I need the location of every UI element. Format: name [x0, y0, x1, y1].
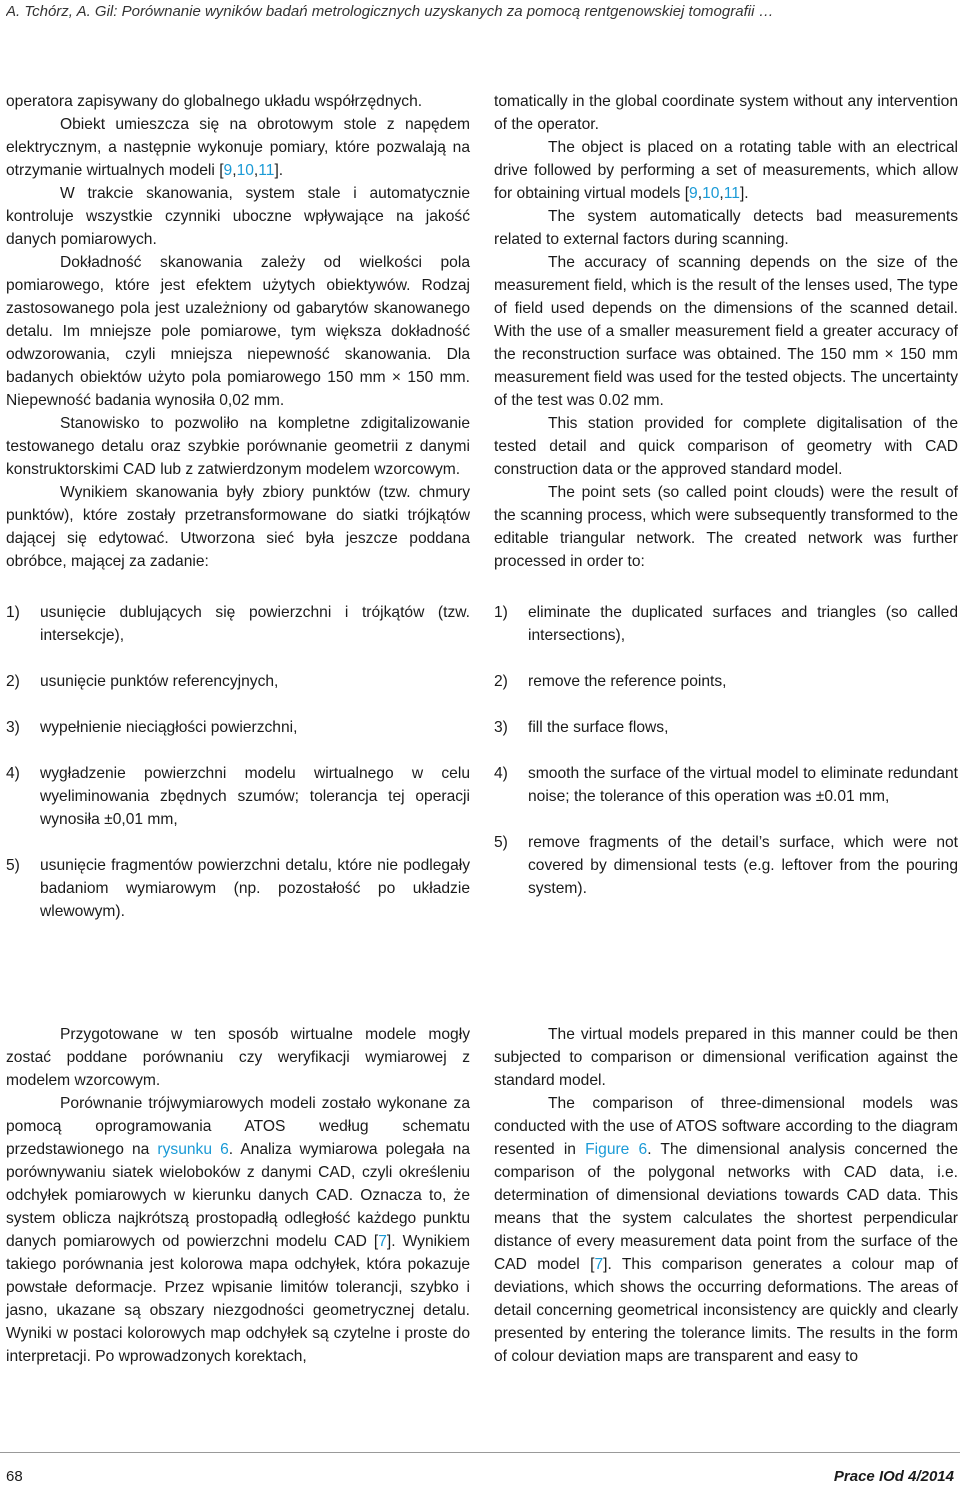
right-column-top: [494, 90, 958, 923]
paragraph: The accuracy of scanning depends on the size of the measurement field, which is the result of the lenses used, The type of field used depends on the dimensions of the scanned detail. With the use of a smaller measurement field a greater accuracy of the reconstruction surface was obtained. The 150 mm × 150 mm measurement field was used for the tested objects. The uncertainty of the test was 0.02 mm.: [494, 254, 958, 409]
paragraph: Wynikiem skanowania były zbiory punktów (tzw. chmury punktów), które zostały przetransformowane do siatki trójkątów dającej się edytować. Utworzona sieć była jeszcze poddana obróbce, mającej za zadanie:: [6, 484, 470, 570]
processing-steps-list: [494, 601, 958, 900]
page-number: 68: [6, 1468, 23, 1485]
list-item: 1) eliminate the duplicated surfaces and triangles (so called intersections),: [494, 604, 958, 644]
list-item: 1) usunięcie dublujących się powierzchni i trójkątów (tzw. intersekcje),: [6, 604, 470, 644]
reference-link[interactable]: 10: [702, 185, 720, 202]
list-item: 3) wypełnienie nieciągłości powierzchni,: [6, 719, 298, 736]
paragraph: This station provided for complete digitalisation of the tested detail and quick comparison of geometry with CAD construction data or the approved standard model.: [494, 415, 958, 478]
paragraph: W trakcie skanowania, system stale i automatycznie kontroluje wszystkie czynniki uboczne wpływające na jakość danych pomiarowych.: [6, 185, 470, 248]
left-column-top: [6, 90, 470, 946]
journal-name: Prace IOd 4/2014: [833, 1468, 954, 1485]
paragraph: The point sets (so called point clouds) were the result of the scanning process, which were subsequently transformed to the editable triangular network. The created network was further processed in order to:: [494, 484, 958, 570]
footer-divider: [0, 1452, 960, 1453]
paragraph: Przygotowane w ten sposób wirtualne modele mogły zostać poddane porównaniu czy weryfikacji wymiarowej z modelem wzorcowym.: [6, 1026, 470, 1089]
paragraph: The comparison of three-dimensional models was conducted with the use of ATOS software according to the diagram resented in Figure 6. The dimensional analysis concerned the comparison of the polygonal networks with CAD data, i.e. determination of dimensional deviations towards CAD data. This means that the system calculates the shortest perpendicular distance of every measurement data point from the surface of the CAD model [7]. This comparison generates a colour map of deviations, which shows the occurring deformations. The areas of detail concerning geometrical inconsistency are quickly and clearly presented by entering the tolerance limits. The results in the form of colour deviation maps are transparent and easy to: [494, 1095, 958, 1365]
right-column-bottom: [494, 1023, 958, 1368]
paragraph: operatora zapisywany do globalnego układu współrzędnych.: [6, 93, 423, 110]
reference-link[interactable]: 9: [223, 162, 233, 179]
paragraph: The system automatically detects bad measurements related to external factors during scanning.: [494, 208, 958, 248]
list-item: 4) wygładzenie powierzchni modelu wirtualnego w celu wyeliminowania zbędnych szumów; tolerancja tej operacji wynosiła ±0,01 mm,: [6, 765, 470, 828]
paragraph: Stanowisko to pozwoliło na kompletne zdigitalizowanie testowanego detalu oraz szybkie porównanie geometrii z danymi konstruktorskimi CAD lub z zatwierdzonym modelem wzorcowym.: [6, 415, 470, 478]
figure-link[interactable]: rysunku 6: [157, 1141, 229, 1158]
paragraph: Porównanie trójwymiarowych modeli zostało wykonane za pomocą oprogramowania ATOS według schematu przedstawionego na rysunku 6. Analiza wymiarowa polegała na porównywaniu siatek wieloboków z danymi CAD, czyli określeniu odchyłek pomiarowych w kierunku danych CAD. Oznacza to, że system oblicza najkrótszą prostopadłą odległość każdego punktu danych pomiarowych od powierzchni modelu CAD [7]. Wynikiem takiego porównania jest kolorowa mapa odchyłek, która pokazuje powstałe deformacje. Przez wpisanie limitów tolerancji, szybko i jasno, ukazane są obszary niezgodności geometrycznej detalu. Wyniki w postaci kolorowych map odchyłek są czytelne i proste do interpretacji. Po wprowadzonych korektach,: [6, 1095, 471, 1365]
processing-steps-list: [6, 601, 470, 923]
list-item: 4) smooth the surface of the virtual model to eliminate redundant noise; the tolerance of this operation was ±0.01 mm,: [494, 765, 958, 805]
list-item: 2) remove the reference points,: [494, 673, 727, 690]
reference-link[interactable]: 7: [378, 1233, 387, 1250]
reference-link[interactable]: 10: [236, 162, 254, 179]
paragraph: tomatically in the global coordinate system without any intervention of the operator.: [494, 93, 958, 133]
reference-link[interactable]: 11: [723, 185, 740, 202]
paragraph: Dokładność skanowania zależy od wielkości pola pomiarowego, które jest efektem użytych obiektywów. Rodzaj zastosowanego pola jest uzależniony od gabarytów skanowanego detalu. Im mniejsze pole pomiarowe, tym większa dokładność odwzorowania, czyli mniejsza niepewność skanowania. Dla badanych obiektów użyto pola pomiarowego 150 mm × 150 mm. Niepewność badania wynosiła 0,02 mm.: [6, 254, 470, 409]
list-item: 2) usunięcie punktów referencyjnych,: [6, 673, 279, 690]
paragraph: Obiekt umieszcza się na obrotowym stole z napędem elektrycznym, a następnie wykonuje pomiary, które pozwalają na otrzymanie wirtualnych modeli [9,10,11].: [6, 116, 470, 179]
left-column-bottom: [6, 1023, 470, 1368]
list-item: 5) remove fragments of the detail’s surface, which were not covered by dimensional tests (e.g. leftover from the pouring system).: [494, 834, 958, 897]
reference-link[interactable]: 11: [258, 162, 275, 179]
reference-link[interactable]: 7: [594, 1256, 604, 1273]
paragraph: The object is placed on a rotating table with an electrical drive followed by performing a set of measurements, which allow for obtaining virtual models [9,10,11].: [494, 139, 958, 202]
paragraph: The virtual models prepared in this manner could be then subjected to comparison or dimensional verification against the standard model.: [494, 1026, 958, 1089]
figure-link[interactable]: Figure 6: [585, 1141, 648, 1158]
list-item: 3) fill the surface flows,: [494, 719, 669, 736]
reference-link[interactable]: 9: [689, 185, 698, 202]
list-item: 5) usunięcie fragmentów powierzchni detalu, które nie podlegały badaniom wymiarowym (np. pozostałość po układzie wlewowym).: [6, 857, 470, 920]
running-header: A. Tchórz, A. Gil: Porównanie wyników badań metrologicznych uzyskanych za pomocą rentgenowskiej tomografii …: [6, 3, 774, 20]
